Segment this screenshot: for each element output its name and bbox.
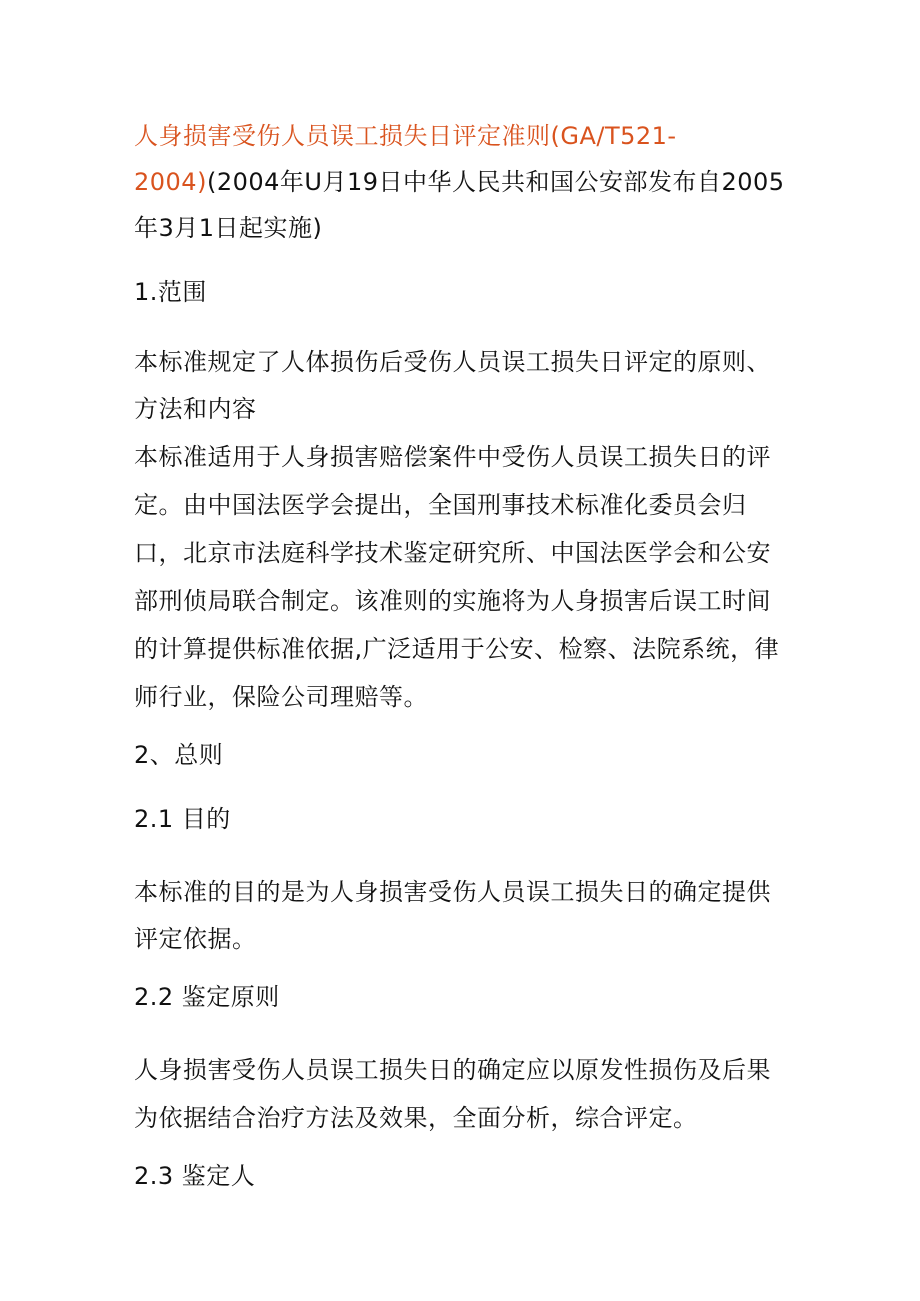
section-2-1-line-1: 本标准的目的是为人身损害受伤人员误工损失日的确定提供 [134,878,771,906]
document-title-publication-info: (2004年U月19日中华人民共和国公安部发布自2005 [206,168,785,196]
section-2-3-heading: 2.3 鉴定人 [134,1162,256,1190]
section-1-heading: 1.范围 [134,278,207,306]
section-2-2-heading: 2.2 鉴定原则 [134,983,280,1011]
section-1-paragraph-1-line-1: 本标准规定了人体损伤后受伤人员误工损失日评定的原则、 [134,348,771,376]
section-2-2-line-2: 为依据结合治疗方法及效果，全面分析，综合评定。 [134,1104,698,1132]
section-2-1-heading: 2.1 目的 [134,805,231,833]
document-title-line-3: 年3月1日起实施) [134,214,323,242]
section-1-paragraph-2-line-2: 定。由中国法医学会提出，全国刑事技术标准化委员会归 [134,491,747,519]
section-1-paragraph-2-line-6: 师行业，保险公司理赔等。 [134,683,428,711]
section-2-heading: 2、总则 [134,741,224,769]
document-title-link-part-1: 人身损害受伤人员误工损失日评定准则(GA/T521- [134,122,677,150]
section-2-2-line-1: 人身损害受伤人员误工损失日的确定应以原发性损伤及后果 [134,1056,771,1084]
section-1-paragraph-2-line-3: 口，北京市法庭科学技术鉴定研究所、中国法医学会和公安 [134,539,771,567]
section-1-paragraph-2-line-4: 部刑侦局联合制定。该准则的实施将为人身损害后误工时间 [134,587,771,615]
document-title-line-1 [134,120,677,152]
section-1-paragraph-1-line-2: 方法和内容 [134,395,257,423]
section-1-paragraph-2-line-5: 的计算提供标准依据,广泛适用于公安、检察、法院系统，律 [134,635,780,663]
document-title-link-part-2: 2004) [134,168,207,196]
section-2-1-line-2: 评定依据。 [134,925,257,953]
document-title-line-2 [134,166,785,198]
section-1-paragraph-2-line-1: 本标准适用于人身损害赔偿案件中受伤人员误工损失日的评 [134,443,771,471]
